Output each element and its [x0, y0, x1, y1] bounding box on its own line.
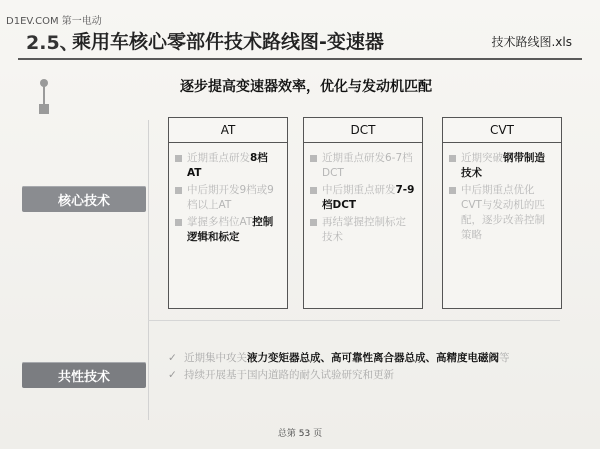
list-item — [449, 183, 555, 243]
ghost-text — [92, 70, 96, 83]
common-tech-list — [168, 350, 510, 384]
watermark: D1EV.COM 第一电动 — [6, 16, 102, 27]
bullet-light: 近期突破 — [461, 152, 503, 164]
page-footer: 总第 53 页 — [277, 429, 323, 439]
common-light: 近期集中攻关 — [184, 352, 247, 364]
common-bold: 液力变矩器总成、高可靠性离合器总成、高精度电磁阀 — [247, 352, 499, 364]
common-tech-label: 共性技术 — [22, 362, 146, 388]
card-title: AT — [169, 118, 287, 143]
lever-icon — [38, 78, 50, 118]
bullet-light: 中后期重点优化CVT与发动机的匹配，逐步改善控制策略 — [461, 184, 545, 241]
bullet-bold: 钢带制造技术 — [461, 152, 545, 179]
common-tail: 等 — [499, 352, 510, 364]
card-title: DCT — [304, 118, 422, 143]
vertical-divider — [148, 120, 149, 420]
card-title: CVT — [443, 118, 561, 143]
list-item — [449, 151, 555, 181]
bullet-icon — [310, 219, 317, 226]
page-title: 乘用车核心零部件技术路线图-变速器 — [72, 31, 384, 53]
header-divider — [18, 58, 582, 60]
list-item — [175, 183, 281, 213]
bullet-icon — [449, 187, 456, 194]
bullet-icon — [310, 155, 317, 162]
list-item — [310, 183, 416, 213]
bullet-icon — [175, 155, 182, 162]
core-tech-label: 核心技术 — [22, 186, 146, 212]
bullet-bold: 8档AT — [187, 152, 268, 179]
card-at — [168, 117, 288, 309]
check-icon: ✓ — [168, 352, 177, 364]
list-item — [175, 215, 281, 245]
list-item — [168, 350, 510, 367]
bullet-light: 中后期开发9档或9档以上AT — [187, 184, 274, 211]
bullet-light: 再结掌握控制标定技术 — [322, 216, 406, 243]
bullet-light: 近期重点研发6-7档DCT — [322, 152, 413, 179]
section-number: 2.5、 — [26, 32, 79, 54]
horizontal-divider — [148, 320, 560, 321]
check-icon: ✓ — [168, 369, 177, 381]
subtitle: 逐步提高变速器效率，优化与发动机匹配 — [180, 79, 432, 95]
list-item — [168, 367, 510, 384]
common-light: 持续开展基于国内道路的耐久试验研究和更新 — [184, 369, 394, 381]
file-name: 技术路线图.xls — [491, 35, 572, 49]
bullet-bold: 7-9档DCT — [322, 184, 415, 211]
list-item — [310, 151, 416, 181]
bullet-bold: 控制逻辑和标定 — [187, 216, 274, 243]
bullet-light: 中后期重点研发 — [322, 184, 396, 196]
bullet-light: 近期重点研发 — [187, 152, 250, 164]
card-dct — [303, 117, 423, 309]
bullet-light: 掌握多档位AT — [187, 216, 253, 228]
list-item — [310, 215, 416, 245]
bullet-icon — [310, 187, 317, 194]
bullet-icon — [449, 155, 456, 162]
bullet-icon — [175, 219, 182, 226]
card-cvt — [442, 117, 562, 309]
list-item — [175, 151, 281, 181]
header — [20, 22, 580, 54]
bullet-icon — [175, 187, 182, 194]
